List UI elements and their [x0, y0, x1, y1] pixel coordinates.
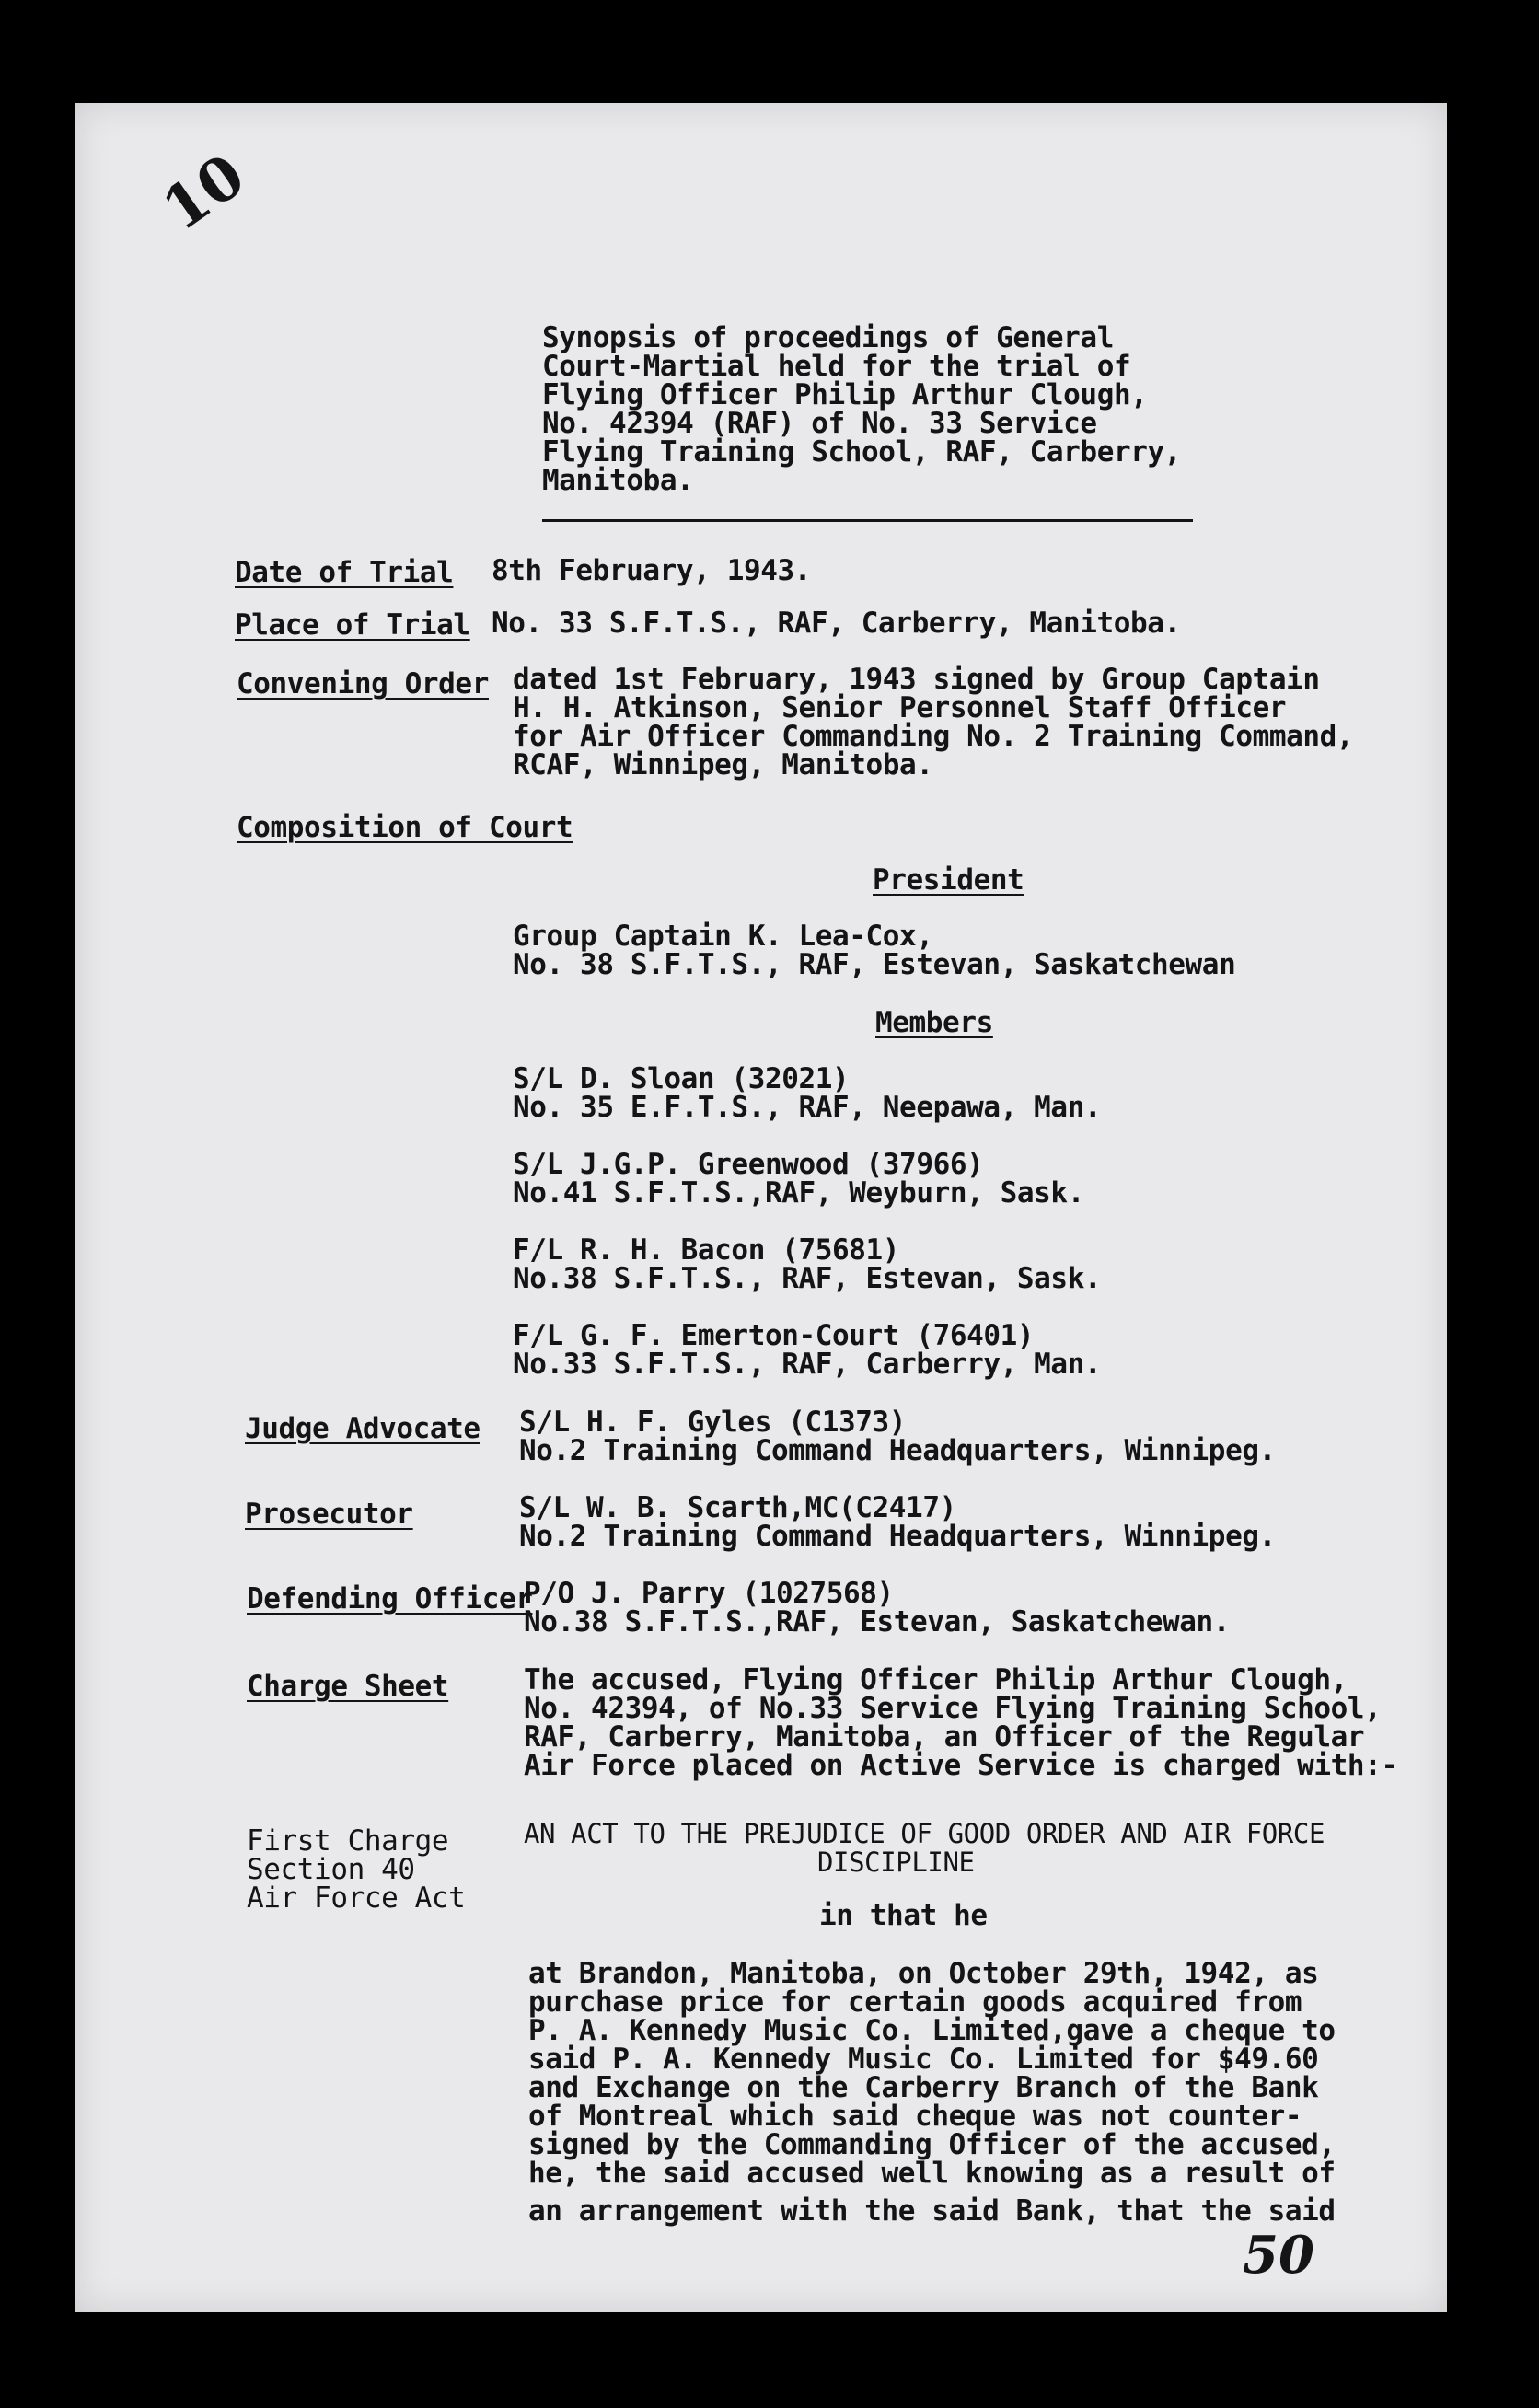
convening-order-line: RCAF, Winnipeg, Manitoba. — [513, 748, 933, 781]
charge-sheet-line: RAF, Carberry, Manitoba, an Officer of the Regular — [524, 1720, 1365, 1754]
first-charge-label-line: Section 40 — [247, 1853, 415, 1886]
convening-order-label: Convening Order — [237, 667, 489, 700]
president-line: Group Captain K. Lea-Cox, — [513, 920, 933, 953]
prosecutor-label: Prosecutor — [245, 1498, 413, 1531]
first-charge-heading: AN ACT TO THE PREJUDICE OF GOOD ORDER AND AIR FORCE — [524, 1818, 1325, 1849]
charge-body-line: an arrangement with the said Bank, that the said — [528, 2194, 1336, 2228]
document-page — [75, 103, 1447, 2312]
charge-sheet-line: Air Force placed on Active Service is charged with:- — [524, 1749, 1398, 1782]
member-line: No.33 S.F.T.S., RAF, Carberry, Man. — [513, 1348, 1102, 1381]
prosecutor-line: S/L W. B. Scarth,MC(C2417) — [519, 1491, 956, 1524]
member-line: No.41 S.F.T.S.,RAF, Weyburn, Sask. — [513, 1176, 1084, 1210]
title-line: No. 42394 (RAF) of No. 33 Service — [542, 407, 1097, 440]
defending-officer-line: No.38 S.F.T.S.,RAF, Estevan, Saskatchewan. — [524, 1605, 1231, 1638]
judge-advocate-line: No.2 Training Command Headquarters, Winnipeg. — [519, 1434, 1276, 1467]
judge-advocate-label: Judge Advocate — [245, 1412, 480, 1445]
title-line: Court-Martial held for the trial of — [542, 350, 1131, 383]
place-of-trial-label: Place of Trial — [235, 608, 470, 642]
first-charge-label-line: First Charge — [247, 1824, 449, 1858]
convening-order-line: dated 1st February, 1943 signed by Group Captain — [513, 663, 1320, 696]
charge-body-line: purchase price for certain goods acquired from — [528, 1985, 1302, 2019]
date-of-trial-label: Date of Trial — [235, 556, 454, 589]
prosecutor-line: No.2 Training Command Headquarters, Winnipeg. — [519, 1520, 1276, 1553]
title-line: Flying Training School, RAF, Carberry, — [542, 435, 1182, 469]
first-charge-subheading: in that he — [819, 1899, 988, 1932]
charge-body-line: P. A. Kennedy Music Co. Limited,gave a cheque to — [528, 2014, 1336, 2047]
title-line: Synopsis of proceedings of General — [542, 321, 1114, 354]
place-of-trial-value: No. 33 S.F.T.S., RAF, Carberry, Manitoba. — [492, 607, 1181, 640]
charge-body-line: of Montreal which said cheque was not counter- — [528, 2100, 1302, 2133]
corner-mark: 10 — [150, 141, 258, 245]
convening-order-line: for Air Officer Commanding No. 2 Training Command, — [513, 720, 1354, 753]
title-line: Flying Officer Philip Arthur Clough, — [542, 378, 1148, 411]
convening-order-line: H. H. Atkinson, Senior Personnel Staff Officer — [513, 691, 1287, 724]
title-rule — [542, 519, 1193, 522]
members-heading: Members — [875, 1006, 993, 1039]
defending-officer-label: Defending Officer — [247, 1582, 533, 1615]
member-line: No.38 S.F.T.S., RAF, Estevan, Sask. — [513, 1262, 1102, 1295]
charge-body-line: and Exchange on the Carberry Branch of the Bank — [528, 2071, 1319, 2104]
first-charge-heading: DISCIPLINE — [817, 1847, 975, 1878]
charge-body-line: said P. A. Kennedy Music Co. Limited for $49.60 — [528, 2043, 1319, 2076]
charge-body-line: he, the said accused well knowing as a result of — [528, 2157, 1336, 2190]
president-heading: President — [873, 863, 1024, 897]
charge-body-line: at Brandon, Manitoba, on October 29th, 1942, as — [528, 1957, 1319, 1990]
title-line: Manitoba. — [542, 464, 694, 497]
member-line: No. 35 E.F.T.S., RAF, Neepawa, Man. — [513, 1091, 1102, 1124]
handwritten-page-number: 50 — [1243, 2225, 1314, 2286]
charge-sheet-label: Charge Sheet — [247, 1670, 449, 1703]
charge-sheet-line: The accused, Flying Officer Philip Arthur Clough, — [524, 1663, 1348, 1696]
president-line: No. 38 S.F.T.S., RAF, Estevan, Saskatchewan — [513, 948, 1236, 981]
date-of-trial-value: 8th February, 1943. — [492, 554, 812, 587]
composition-label: Composition of Court — [237, 811, 573, 844]
member-line: F/L G. F. Emerton-Court (76401) — [513, 1319, 1035, 1352]
charge-sheet-line: No. 42394, of No.33 Service Flying Training School, — [524, 1692, 1382, 1725]
judge-advocate-line: S/L H. F. Gyles (C1373) — [519, 1406, 907, 1439]
member-line: S/L J.G.P. Greenwood (37966) — [513, 1148, 984, 1181]
charge-body-line: signed by the Commanding Officer of the accused, — [528, 2128, 1336, 2161]
member-line: F/L R. H. Bacon (75681) — [513, 1233, 900, 1267]
member-line: S/L D. Sloan (32021) — [513, 1062, 850, 1095]
first-charge-label-line: Air Force Act — [247, 1881, 466, 1915]
defending-officer-line: P/O J. Parry (1027568) — [524, 1577, 894, 1610]
